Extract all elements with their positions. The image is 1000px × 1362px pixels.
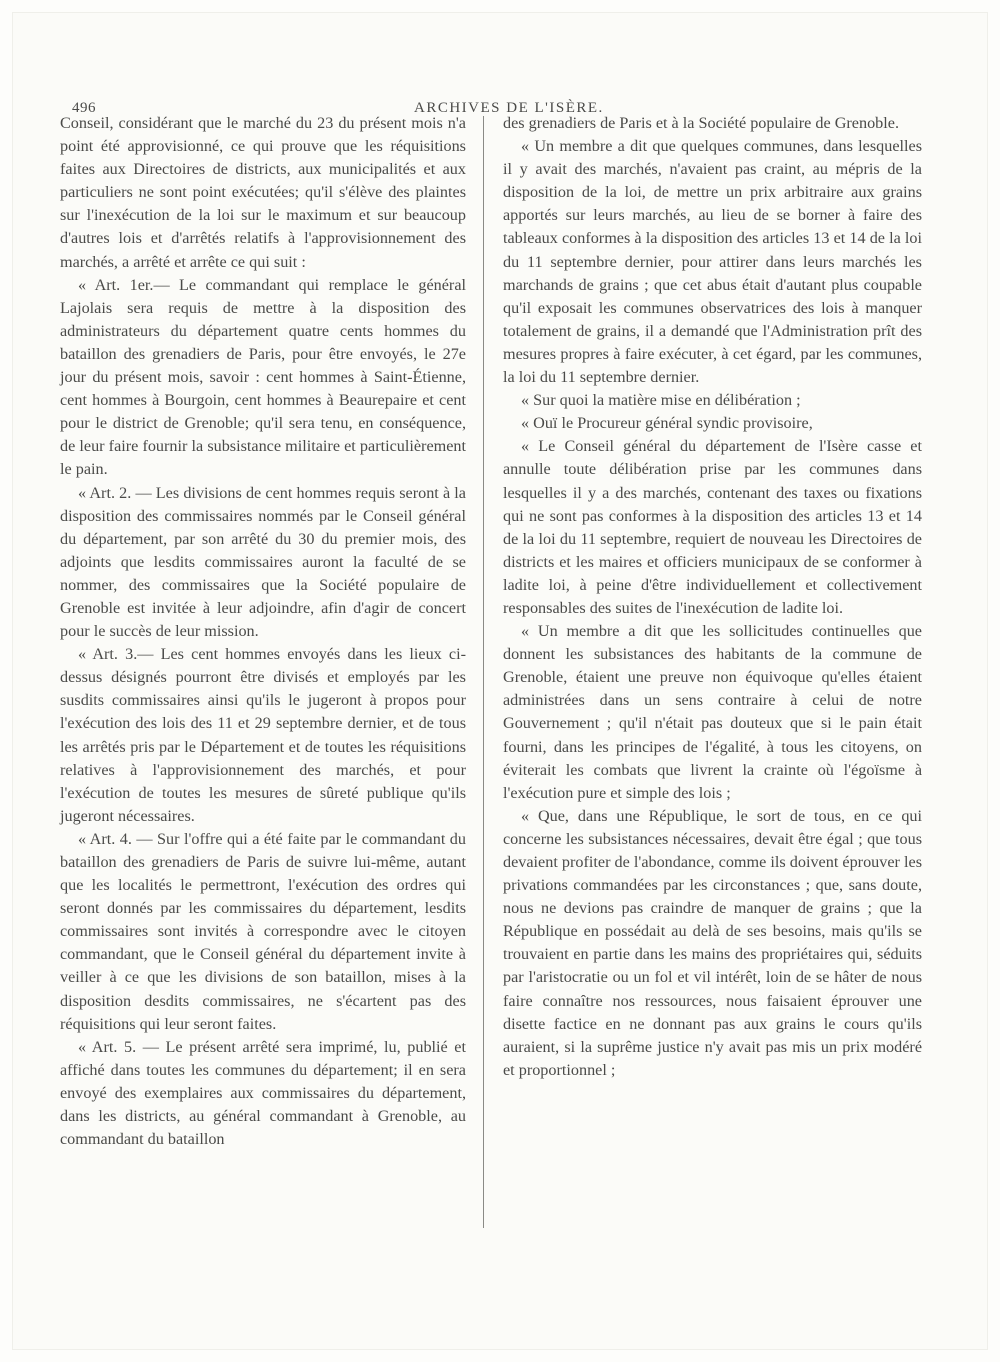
paragraph: « Art. 1er.— Le commandant qui remplace le général Lajolais sera requis de mettre à la disposition des administrateurs du département quatre cents hommes du bataillon des grenadiers de Paris, pour être envoyés, le 27e jour du présent mois, savoir : cent hommes à Saint-Étienne, cent hommes à Bourgoin, cent hommes à Beaurepaire et cent pour le district de Grenoble; qu'il sera tenu, en conséquence, de leur faire fournir la subsistance militaire et particulièrement le pain.: [60, 275, 466, 479]
column-divider: [483, 116, 484, 1228]
paragraph: « Ouï le Procureur général syndic provisoire,: [521, 414, 813, 433]
paragraph: « Le Conseil général du département de l'Isère casse et annulle toute délibération prise par les communes dans lesquelles il y a des marchés, contenant des taxes ou fixations qui ne sont pas conformes à la disposition des articles 13 et 14 de la loi du 11 septembre, requiert de nouveau les Directoires de districts et les maires et officiers municipaux de se conformer à ladite loi, à peine d'être individuellement et collectivement responsables des suites de l'inexécution de ladite loi.: [503, 437, 922, 617]
paragraph: « Art. 5. — Le présent arrêté sera imprimé, lu, publié et affiché dans toutes les communes du département; il en sera envoyé des exemplaires aux commissaires du département, dans les districts, au général commandant à Grenoble, au commandant du bataillon: [60, 1037, 466, 1149]
paragraph: « Art. 3.— Les cent hommes envoyés dans les lieux ci-dessus désignés pourront être divisés et employés par les susdits commissaires ainsi qu'ils le jugeront à propos pour l'exécution des lois des 11 et 29 septembre dernier, et de tous les arrêtés pris par le Département et de toutes les réquisitions relatives à l'approvisionnement des marchés, et pour l'exécution de toutes les mesures de sûreté publique qu'ils jugeront nécessaires.: [60, 645, 466, 825]
page-number: 496: [72, 100, 96, 116]
running-title: ARCHIVES DE L'ISÈRE.: [414, 100, 604, 116]
paragraph: « Art. 4. — Sur l'offre qui a été faite par le commandant du bataillon des grenadiers de Paris de suivre lui-même, autant que les localités le permettront, l'exécution des ordres qui seront donnés par les commissaires du département, lesdits commissaires sont invités à correspondre avec le citoyen commandant, que le Conseil général du département invite à veiller à ce que les divisions de son bataillon, mises à la disposition desdits commissaires, ne s'écartent pas des réquisitions qui leur seront faites.: [60, 829, 466, 1033]
paragraph: « Art. 2. — Les divisions de cent hommes requis seront à la disposition des commissaires nommés par le Conseil général du département, par son arrêté du 30 du premier mois, des adjoints que lesdits commissaires auront la faculté de se nommer, des commissaires que la Société populaire de Grenoble est invitée à leur adjoindre, afin d'agir de concert pour le succès de leur mission.: [60, 483, 466, 641]
right-column: [503, 112, 922, 1082]
paragraph: « Que, dans une République, le sort de tous, en ce qui concerne les subsistances nécessaires, devait être égal ; que tous devaient profiter de l'abondance, comme ils doivent éprouver les privations commandées par les circonstances ; que, sans doute, nous ne devions pas craindre de manquer de grains ; que la République en possédait au delà de ses besoins, mais qu'ils se trouvaient en partie dans les mains des propriétaires qui, séduits par l'aristocratie ou un fol et vil intérêt, loin de se hâter de nous faire connaître nos ressources, nous faisaient éprouver une disette factice en ne donnant pas aux grains le cours qu'ils auraient, si la suprême justice n'y avait pas mis un prix modéré et proportionnel ;: [503, 806, 922, 1079]
paragraph: Conseil, considérant que le marché du 23 du présent mois n'a point été approvisionné, ce qui prouve que les réquisitions faites aux Directoires de districts, aux municipalités et aux particuliers ne sont point exécutées; qu'il s'élève des plaintes sur l'inexécution de la loi sur le maximum et sur beaucoup d'autres lois et d'arrêtés relatifs à l'approvisionnement des marchés, a arrêté et arrête ce qui suit :: [60, 114, 466, 271]
paragraph: « Un membre a dit que les sollicitudes continuelles que donnent les subsistances des habitants de la commune de Grenoble, étaient une preuve non équivoque qu'elles étaient administrées dans un sens contraire à celui de notre Gouvernement ; qu'il n'était pas douteux que si le pain était fourni, dans les principes de l'égalité, à tous les citoyens, on éviterait les combats que livrent la crainte où l'égoïsme à l'exécution pure et simple des lois ;: [503, 622, 922, 802]
left-column: [60, 112, 466, 1151]
paragraph: des grenadiers de Paris et à la Société populaire de Grenoble.: [503, 114, 899, 132]
paragraph: « Sur quoi la matière mise en délibération ;: [521, 391, 801, 410]
paragraph: « Un membre a dit que quelques communes, dans lesquelles il y avait des marchés, n'avaient pas craint, au mépris de la disposition de la loi, de mettre un prix arbitraire aux grains apportés sur leurs marchés, au lieu de se borner à faire des tableaux conformes à la disposition des articles 13 et 14 de la loi du 11 septembre dernier, pour attirer dans leurs marchés les marchands de grains ; que cet abus était d'autant plus coupable qu'il exposait les communes observatrices des lois à manquer totalement de grains, il a demandé que l'Administration prît des mesures propres à faire exécuter, à cet égard, par les communes, la loi du 11 septembre dernier.: [503, 137, 922, 387]
